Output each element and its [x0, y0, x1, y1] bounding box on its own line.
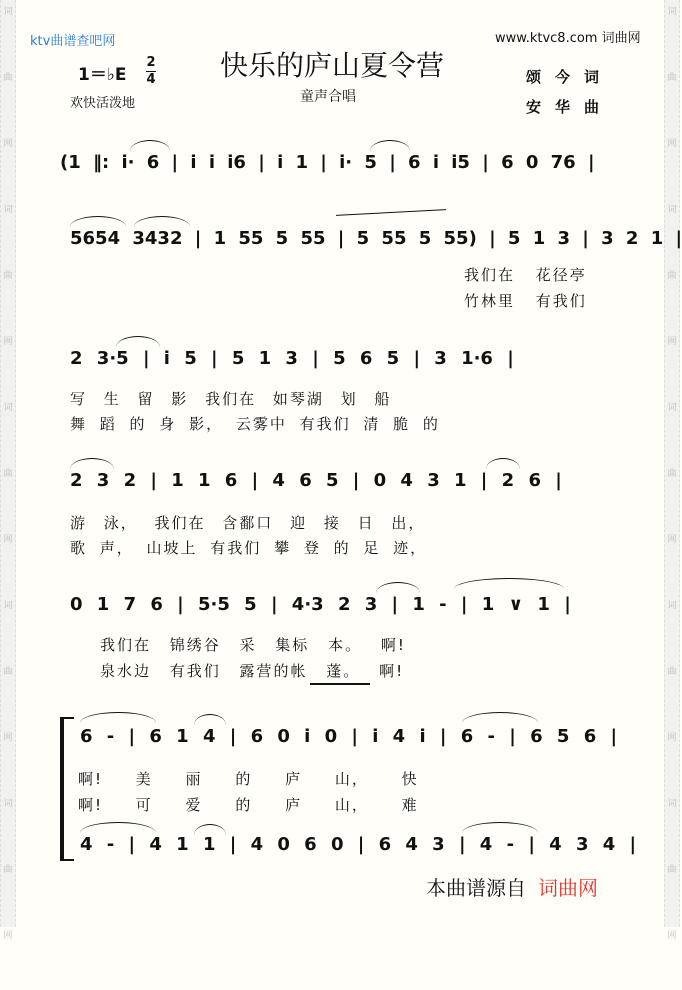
side-watermark-char: 曲	[3, 865, 13, 875]
side-watermark-char: 曲	[3, 667, 13, 677]
slur	[130, 140, 170, 151]
side-watermark-char: 曲	[667, 865, 677, 875]
site-watermark-right: www.ktvc8.com 词曲网	[495, 31, 641, 46]
system-bracket	[60, 717, 74, 861]
side-watermark-char: 曲	[667, 271, 677, 281]
time-signature: 2 4	[146, 55, 156, 87]
lyric-underline	[310, 683, 370, 685]
lyric-verse-2: 啊! 可 爱 的 庐 山， 难	[78, 796, 419, 814]
key-signature: 1＝♭E	[78, 65, 127, 85]
source-brand: 词曲网	[538, 876, 598, 900]
song-title: 快乐的庐山夏令营	[220, 49, 445, 82]
slur	[194, 714, 226, 725]
lyric-verse-2: 泉水边 有我们 露营的帐 蓬。 啊!	[100, 662, 405, 680]
score-row-6-upper: 6 - | 6 1 4 | 6 0 i 0 | i 4 i | 6 - | 6 5 6 |	[80, 726, 618, 747]
lyric-verse-1: 啊! 美 丽 的 庐 山， 快	[78, 770, 419, 788]
side-watermark-char: 网	[667, 139, 677, 149]
side-watermark-char: 网	[667, 535, 677, 545]
side-watermark-char: 网	[3, 139, 13, 149]
slur	[376, 582, 420, 593]
side-watermark-char: 词	[3, 601, 13, 611]
side-watermark-char: 词	[667, 601, 677, 611]
side-watermark-char: 曲	[3, 271, 13, 281]
lyric-verse-1: 写 生 留 影 我们在 如琴湖 划 船	[70, 390, 392, 408]
lyric-verse-1: 我们在 锦绣谷 采 集标 本。 啊!	[100, 636, 406, 654]
lyric-verse-1: 游 泳， 我们在 含鄱口 迎 接 日 出，	[70, 514, 426, 532]
side-watermark-char: 曲	[667, 73, 677, 83]
side-watermark-char: 网	[3, 931, 13, 941]
side-watermark-char: 网	[3, 733, 13, 743]
source-note: 本曲谱源自 词曲网	[426, 876, 598, 900]
lyric-verse-1: 我们在 花径亭	[464, 266, 587, 284]
side-watermark-char: 曲	[3, 469, 13, 479]
side-watermark-char: 词	[667, 205, 677, 215]
tie	[80, 822, 156, 833]
score-row-5: 0 1 7 6 | 5·5 5 | 4·3 2 3 | 1 - | 1 ∨ 1 |	[70, 594, 571, 615]
side-watermark-char: 网	[3, 337, 13, 347]
side-watermark-char: 词	[667, 7, 677, 17]
tie	[80, 712, 156, 723]
side-watermark-char: 词	[667, 403, 677, 413]
side-watermark-char: 词	[667, 799, 677, 809]
slur	[370, 140, 410, 151]
slur	[116, 336, 160, 347]
side-watermark-char: 网	[667, 733, 677, 743]
site-watermark-left: ktv曲谱查吧网	[30, 34, 116, 49]
slur	[70, 216, 126, 227]
tempo-marking: 欢快活泼地	[70, 96, 136, 111]
side-watermark-char: 词	[3, 403, 13, 413]
slur	[194, 824, 226, 835]
lyric-verse-2: 歌 声， 山坡上 有我们 攀 登 的 足 迹，	[70, 539, 428, 557]
score-row-6-lower: 4 - | 4 1 1 | 4 0 6 0 | 6 4 3 | 4 - | 4 3 4 |	[80, 834, 637, 855]
side-watermark-char: 词	[3, 7, 13, 17]
side-watermark-char: 网	[3, 535, 13, 545]
lyric-verse-2: 舞 蹈 的 身 影， 云雾中 有我们 清 脆 的	[70, 415, 440, 433]
tie	[462, 712, 538, 723]
slur	[70, 458, 114, 469]
side-watermark-char: 网	[667, 337, 677, 347]
tie	[462, 822, 538, 833]
side-watermark-char: 曲	[3, 73, 13, 83]
side-watermark-char: 网	[667, 931, 677, 941]
score-row-2: 5654 3432 | 1 55 5 55 | 5 55 5 55) | 5 1 3 | 3 2 1 |	[70, 228, 682, 249]
crescendo-mark	[336, 209, 446, 230]
slur	[486, 458, 520, 469]
side-watermark-char: 词	[3, 205, 13, 215]
performance-genre: 童声合唱	[300, 89, 356, 105]
lyricist-credit: 颂今词	[526, 68, 614, 86]
side-watermark-char: 曲	[667, 667, 677, 677]
score-row-3: 2 3·5 | i 5 | 5 1 3 | 5 6 5 | 3 1·6 |	[70, 348, 514, 369]
side-watermark-char: 词	[3, 799, 13, 809]
side-watermark-left	[0, 0, 16, 941]
tie	[454, 578, 564, 589]
composer-credit: 安华曲	[526, 98, 614, 116]
side-watermark-right	[664, 0, 680, 941]
score-row-4: 2 3 2 | 1 1 6 | 4 6 5 | 0 4 3 1 | 2 6 |	[70, 470, 562, 491]
side-watermark-char: 曲	[667, 469, 677, 479]
slur	[134, 216, 190, 227]
lyric-verse-2: 竹林里 有我们	[464, 292, 587, 310]
score-row-1: (1 ‖: i· 6 | i i i6 | i 1 | i· 5 | 6 i i5 | 6 0 76 |	[60, 152, 595, 173]
